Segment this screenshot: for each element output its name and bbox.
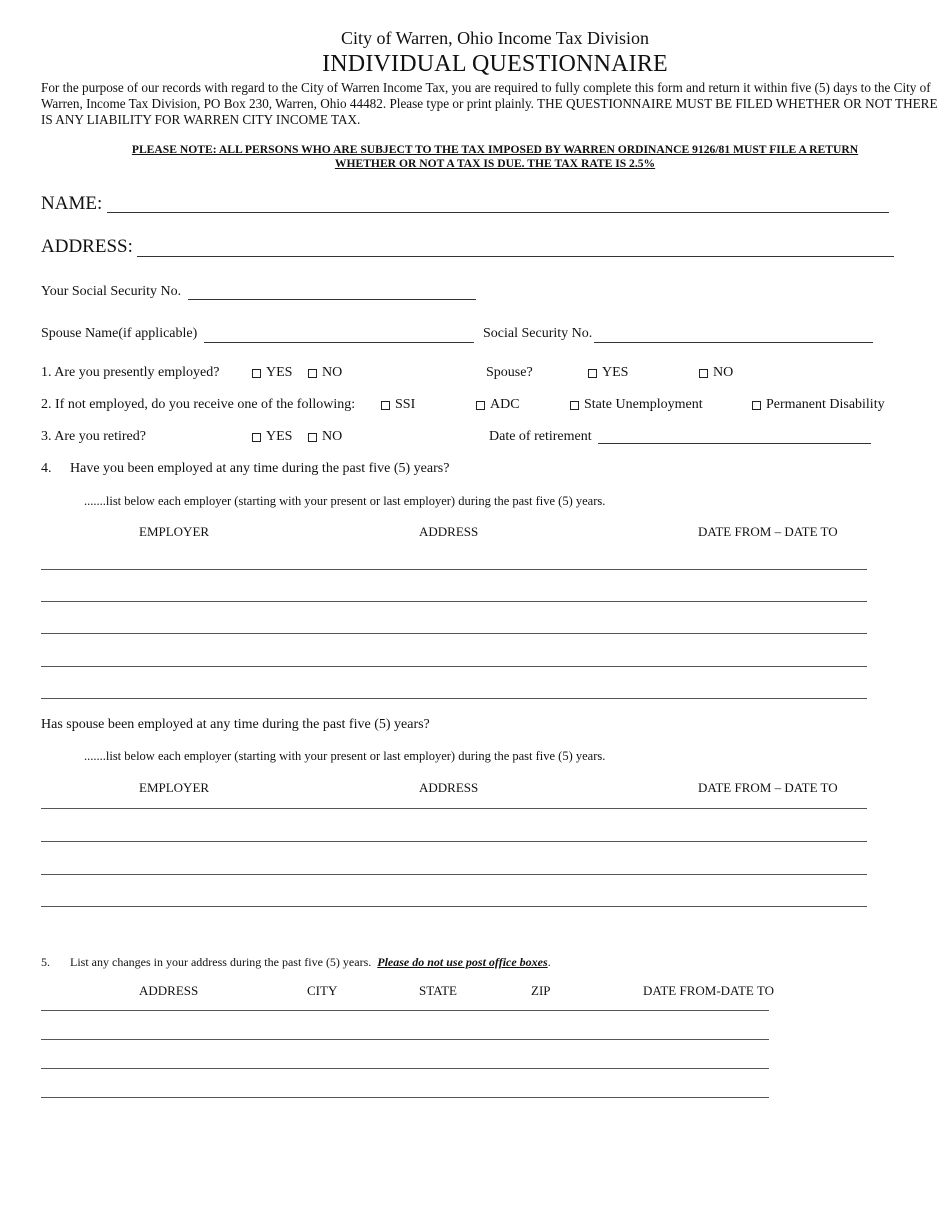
checkbox-icon [588,369,597,378]
checkbox-icon [308,433,317,442]
q1-yes-label: YES [266,365,293,380]
question-1-text: 1. Are you presently employed? [41,365,220,380]
spouse-ssn-label: Social Security No. [483,326,593,341]
form-title: INDIVIDUAL QUESTIONNAIRE [322,51,668,77]
q2-adc-label: ADC [490,397,520,412]
checkbox-icon [381,401,390,410]
ssn-field[interactable] [188,299,476,300]
employer-row-line[interactable] [41,633,867,634]
question-5-period: . [547,955,551,969]
employer-dates-column-header: DATE FROM – DATE TO [698,524,838,539]
address-change-state-header: STATE [419,983,457,998]
address-label: ADDRESS: [41,236,133,257]
q1-spouse-yes-option[interactable] [588,365,628,381]
spouse-name-field[interactable] [204,342,474,343]
checkbox-icon [308,369,317,378]
q1-yes-option[interactable] [252,365,292,381]
q3-no-option[interactable] [308,429,342,445]
spouse-employer-row-line[interactable] [41,808,867,809]
spouse-employer-row-line[interactable] [41,841,867,842]
spouse-name-label: Spouse Name(if applicable) [41,326,198,341]
checkbox-icon [752,401,761,410]
question-4-text: Have you been employed at any time during the past five (5) years? [70,461,450,476]
q2-permanent-disability-option[interactable] [752,397,885,413]
spouse-employment-instruction: .......list below each employer (starting with your present or last employer) during the past five (5) years. [84,749,606,763]
q1-spouse-label: Spouse? [486,365,533,380]
question-5-emphasis: Please do not use post office boxes [377,955,548,969]
spouse-employer-row-line[interactable] [41,874,867,875]
intro-paragraph: For the purpose of our records with regard to the City of Warren Income Tax, you are required to fully complete this form and return it within five (5) days to the City of Warren, Income Tax Division, PO Box 230, Warren, Ohio 44482. Please type or print plainly. THE QUESTIONNAIRE MUST BE FILED WHETHER OR NOT THERE IS ANY LIABILITY FOR WARREN CITY INCOME TAX. [41,80,938,127]
question-5-number: 5. [41,955,50,969]
spouse-employer-row-line[interactable] [41,906,867,907]
employer-address-column-header: ADDRESS [419,524,479,539]
q1-no-label: NO [322,365,343,380]
address-change-city-header: CITY [307,983,338,998]
spouse-employer-column-header: EMPLOYER [139,780,210,795]
tax-notice-line-1: PLEASE NOTE: ALL PERSONS WHO ARE SUBJECT TO THE TAX IMPOSED BY WARREN ORDINANCE 9126/81 MUST FILE A RETURN [131,143,859,156]
q2-adc-option[interactable] [476,397,520,413]
address-change-zip-header: ZIP [531,983,551,998]
spouse-employment-question: Has spouse been employed at any time during the past five (5) years? [41,717,430,732]
q3-yes-label: YES [266,429,293,444]
checkbox-icon [699,369,708,378]
employer-row-line[interactable] [41,666,867,667]
checkbox-icon [476,401,485,410]
form-agency: City of Warren, Ohio Income Tax Division [340,28,650,48]
question-5-text: List any changes in your address during the past five (5) years. [70,955,372,969]
name-field[interactable] [107,212,889,213]
spouse-employer-dates-column-header: DATE FROM – DATE TO [698,780,838,795]
question-2-text: 2. If not employed, do you receive one of the following: [41,397,356,412]
employer-column-header: EMPLOYER [139,524,210,539]
address-change-address-header: ADDRESS [139,983,199,998]
q3-no-label: NO [322,429,343,444]
checkbox-icon [252,433,261,442]
q1-spouse-yes-label: YES [602,365,629,380]
tax-notice-line-2: WHETHER OR NOT A TAX IS DUE. THE TAX RATE IS 2.5% [334,157,656,170]
q2-state-unemployment-label: State Unemployment [584,397,703,412]
address-change-row-line[interactable] [41,1039,769,1040]
q2-state-unemployment-option[interactable] [570,397,703,413]
spouse-ssn-field[interactable] [594,342,873,343]
q3-yes-option[interactable] [252,429,292,445]
address-change-row-line[interactable] [41,1068,769,1069]
question-4-number: 4. [41,461,52,476]
address-change-dates-header: DATE FROM-DATE TO [643,983,774,998]
question-3-text: 3. Are you retired? [41,429,146,444]
name-label: NAME: [41,193,103,214]
question-4-instruction: .......list below each employer (starting with your present or last employer) during the past five (5) years. [84,494,606,508]
employer-row-line[interactable] [41,601,867,602]
q2-ssi-option[interactable] [381,397,415,413]
spouse-employer-address-column-header: ADDRESS [419,780,479,795]
q2-ssi-label: SSI [395,397,416,412]
address-change-row-line[interactable] [41,1010,769,1011]
address-field[interactable] [137,256,894,257]
q2-permanent-disability-label: Permanent Disability [766,397,885,412]
q1-spouse-no-label: NO [713,365,734,380]
retirement-date-field[interactable] [598,443,871,444]
employer-row-line[interactable] [41,698,867,699]
tax-notice [0,143,950,171]
q1-no-option[interactable] [308,365,342,381]
address-change-row-line[interactable] [41,1097,769,1098]
question-5-line [70,955,551,970]
checkbox-icon [570,401,579,410]
employer-row-line[interactable] [41,569,867,570]
ssn-label: Your Social Security No. [41,284,182,299]
checkbox-icon [252,369,261,378]
retirement-date-label: Date of retirement [489,429,592,444]
q1-spouse-no-option[interactable] [699,365,733,381]
